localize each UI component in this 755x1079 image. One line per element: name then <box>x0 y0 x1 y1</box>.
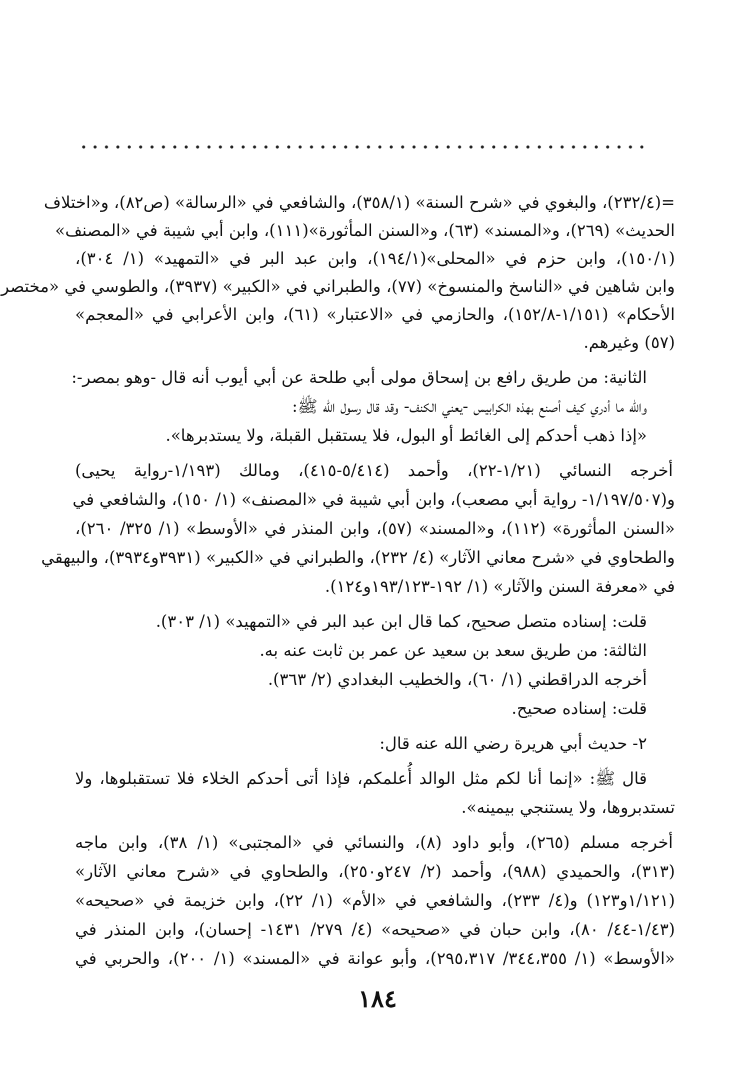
footnote-line: الحديث» (٢٦٩)، و«المسند» (٦٣)، و«السنن المأثورة»(١١١)، وابن أبي شيبة في «المصنف» <box>54 221 675 240</box>
footnote-line: (٥٧) وغيرهم. <box>583 333 675 352</box>
footnote-line: وابن شاهين في «الناسخ والمنسوخ» (٧٧)، والطبراني في «الكبير» (٣٩٣٧)، والطوسي في «مختصر <box>1 277 675 296</box>
hadith-text: قال ﷺ: «إنما أنا لكم مثل الوالد أُعلمكم، فإذا أتى أحدكم الخلاء فلا تستقبلوها، ولا <box>75 769 647 788</box>
footnote-separator <box>78 141 646 153</box>
footnote-line: الأحكام» (١/١٥١-١٥٢/٨)، والحازمي في «الاعتبار» (٦١)، وابن الأعرابي في «المعجم» <box>75 305 676 324</box>
takhrij-line: أخرجه مسلم (٢٦٥)، وأبو داود (٨)، والنسائي في «المجتبى» (١/ ٣٨)، وابن ماجه <box>75 833 673 852</box>
takhrij-line: (١/٤٣-٤٤/ ٨٠)، وابن حبان في «صحيحه» (٤/ ٢٧٩/ ١٤٣١- إحسان)، وابن المنذر في <box>75 920 676 939</box>
comment-line: قلت: إسناده متصل صحيح، كما قال ابن عبد البر في «التمهيد» (١/ ٣٠٣). <box>155 612 647 631</box>
footnote-line: (١٥٠/١)، وابن حزم في «المحلى»(١٩٤/١)، وابن عبد البر في «التمهيد» (١/ ٣٠٤)، <box>75 249 675 268</box>
hadith-text: والله ما أدري كيف أصنع بهذه الكرابيس -يعني الكنف- وقد قال رسول الله ﷺ: <box>292 397 647 416</box>
comment-line: قلت: إسناده صحيح. <box>511 699 647 718</box>
takhrij-line: أخرجه الدراقطني (١/ ٦٠)، والخطيب البغدادي (٢/ ٣٦٣). <box>267 670 647 689</box>
takhrij-line: أخرجه النسائي (١/٢١-٢٢)، وأحمد (٥/٤١٤-٤١٥)، ومالك (١/١٩٣-رواية يحيى) <box>75 461 673 480</box>
takhrij-line: «الأوسط» (١/ ٣٤٤،٣٥٥/ ٢٩٥،٣١٧)، وأبو عوانة في «المسند» (١/ ٢٠٠)، والحربي في <box>75 949 676 968</box>
takhrij-line: والطحاوي في «شرح معاني الآثار» (٤/ ٢٣٢)، والطبراني في «الكبير» (٣٩٣١و٣٩٣٤)، والبيهقي <box>41 548 675 567</box>
hadith-quote: «إذا ذهب أحدكم إلى الغائط أو البول، فلا يستقبل القبلة، ولا يستدبرها». <box>165 426 647 445</box>
takhrij-line: في «معرفة السنن والآثار» (١/ ١٩٢-١٩٣/١٢٣و١٢٤). <box>324 577 675 596</box>
takhrij-line: (٣١٣)، والحميدي (٩٨٨)، وأحمد (٢/ ٢٤٧و٢٥٠)، والطحاوي في «شرح معاني الآثار» <box>75 862 675 881</box>
page-number: ١٨٤ <box>358 984 397 1013</box>
takhrij-line: و(١/١٩٧/٥٠٧- رواية أبي مصعب)، وابن أبي شيبة في «المصنف» (١/ ١٥٠)، والشافعي في <box>72 490 675 509</box>
takhrij-line: (١/١٢١و١٢٣) و(٤/ ٢٣٣)، والشافعي في «الأم» (١/ ٢٢)، وابن خزيمة في «صحيحه» <box>75 891 676 910</box>
hadith-heading: ٢- حديث أبي هريرة رضي الله عنه قال: <box>379 734 647 753</box>
takhrij-line: «السنن المأثورة» (١١٢)، و«المسند» (٥٧)، وابن المنذر في «الأوسط» (١/ ٣٢٥/ ٢٦٠)، <box>75 519 675 538</box>
paragraph-second-route: الثانية: من طريق رافع بن إسحاق مولى أبي طلحة عن أبي أيوب أنه قال -وهو بمصر-: <box>71 368 647 387</box>
paragraph-third-route: الثالثة: من طريق سعد بن سعيد عن عمر بن ثابت عنه به. <box>259 641 647 660</box>
footnote-line: =(٢٣٢/٤)، والبغوي في «شرح السنة» (٣٥٨/١)، والشافعي في «الرسالة» (ص٨٢)، و«اختلاف <box>43 193 675 212</box>
hadith-text: تستدبروها، ولا يستنجي بيمينه». <box>461 798 675 817</box>
